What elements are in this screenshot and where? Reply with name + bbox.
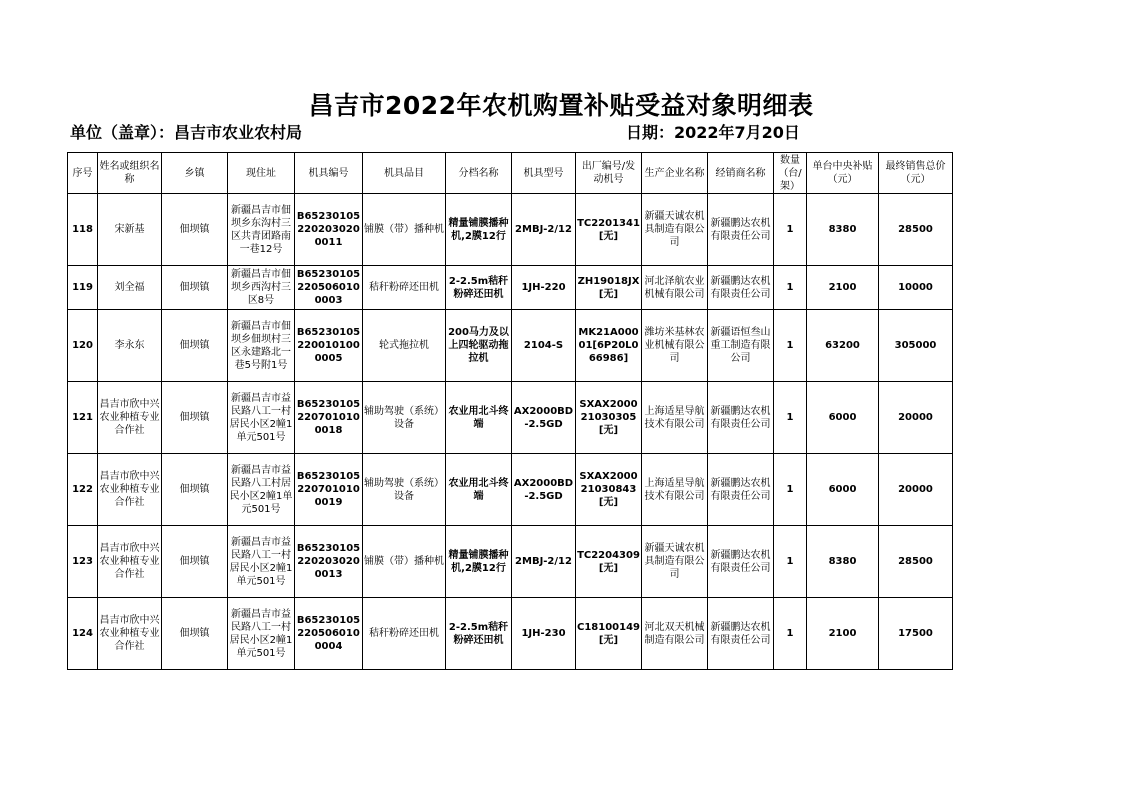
row-qty: 1: [774, 382, 807, 454]
row-price: 20000: [879, 454, 953, 526]
row-dealer: 新疆鹏达农机有限责任公司: [708, 454, 774, 526]
row-machine-no: B652301052202030200011: [295, 194, 363, 266]
row-category: 轮式拖拉机: [363, 310, 446, 382]
row-qty: 1: [774, 266, 807, 310]
header-model: 机具型号: [512, 153, 576, 194]
row-grade: 2-2.5m秸秆粉碎还田机: [446, 598, 512, 670]
header-subsidy: 单台中央补贴（元）: [807, 153, 879, 194]
row-machine-no: B652301052207010100018: [295, 382, 363, 454]
date-label: 日期：2022年7月20日: [626, 123, 800, 142]
row-town: 佃坝镇: [162, 310, 228, 382]
row-no: 119: [68, 266, 98, 310]
table-row: [68, 266, 953, 310]
row-model: 1JH-230: [512, 598, 576, 670]
row-model: AX2000BD-2.5GD: [512, 382, 576, 454]
row-model: AX2000BD-2.5GD: [512, 454, 576, 526]
row-price: 28500: [879, 194, 953, 266]
row-no: 118: [68, 194, 98, 266]
row-dealer: 新疆鹏达农机有限责任公司: [708, 382, 774, 454]
header-grade: 分档名称: [446, 153, 512, 194]
row-no: 123: [68, 526, 98, 598]
header-category: 机具品目: [363, 153, 446, 194]
row-serial: TC2204309[无]: [576, 526, 642, 598]
row-town: 佃坝镇: [162, 194, 228, 266]
row-serial: SXAX200021030843[无]: [576, 454, 642, 526]
row-dealer: 新疆鹏达农机有限责任公司: [708, 194, 774, 266]
header-no: 序号: [68, 153, 98, 194]
table-row: [68, 454, 953, 526]
row-address: 新疆昌吉市益民路八工一村居民小区2幢1单元501号: [228, 526, 295, 598]
row-subsidy: 2100: [807, 266, 879, 310]
row-serial: ZH19018JX[无]: [576, 266, 642, 310]
row-machine-no: B652301052207010100019: [295, 454, 363, 526]
row-address: 新疆昌吉市佃坝乡佃坝村三区永建路北一巷5号附1号: [228, 310, 295, 382]
row-address: 新疆昌吉市益民路八工一村居民小区2幢1单元501号: [228, 598, 295, 670]
row-machine-no: B652301052205060100004: [295, 598, 363, 670]
row-maker: 新疆天诚农机具制造有限公司: [642, 526, 708, 598]
row-grade: 200马力及以上四轮驱动拖拉机: [446, 310, 512, 382]
row-maker: 河北双天机械制造有限公司: [642, 598, 708, 670]
row-town: 佃坝镇: [162, 526, 228, 598]
row-qty: 1: [774, 194, 807, 266]
header-address: 现住址: [228, 153, 295, 194]
row-no: 122: [68, 454, 98, 526]
row-address: 新疆昌吉市佃坝乡东沟村三区共青团路南一巷12号: [228, 194, 295, 266]
header-maker: 生产企业名称: [642, 153, 708, 194]
row-maker: 河北泽航农业机械有限公司: [642, 266, 708, 310]
row-model: 2MBJ-2/12: [512, 526, 576, 598]
row-grade: 2-2.5m秸秆粉碎还田机: [446, 266, 512, 310]
row-serial: MK21A00001[6P20L066986]: [576, 310, 642, 382]
row-grade: 农业用北斗终端: [446, 454, 512, 526]
row-address: 新疆昌吉市益民路八工一村居民小区2幢1单元501号: [228, 382, 295, 454]
row-grade: 精量铺膜播种机,2膜12行: [446, 526, 512, 598]
row-machine-no: B652301052200101000005: [295, 310, 363, 382]
header-town: 乡镇: [162, 153, 228, 194]
table-row: [68, 382, 953, 454]
table-row: [68, 194, 953, 266]
row-serial: TC2201341[无]: [576, 194, 642, 266]
row-name: 宋新基: [98, 194, 162, 266]
row-maker: 上海适星导航技术有限公司: [642, 454, 708, 526]
row-address: 新疆昌吉市益民路八工村居民小区2幢1单元501号: [228, 454, 295, 526]
row-town: 佃坝镇: [162, 382, 228, 454]
row-name: 李永东: [98, 310, 162, 382]
row-grade: 精量铺膜播种机,2膜12行: [446, 194, 512, 266]
row-town: 佃坝镇: [162, 598, 228, 670]
row-subsidy: 8380: [807, 526, 879, 598]
row-model: 1JH-220: [512, 266, 576, 310]
page-title: 昌吉市2022年农机购置补贴受益对象明细表: [308, 91, 814, 120]
row-machine-no: B652301052205060100003: [295, 266, 363, 310]
row-maker: 上海适星导航技术有限公司: [642, 382, 708, 454]
header-name: 姓名或组织名称: [98, 153, 162, 194]
row-dealer: 新疆语恒叁山重工制造有限公司: [708, 310, 774, 382]
row-name: 昌吉市欣中兴农业种植专业合作社: [98, 454, 162, 526]
row-price: 305000: [879, 310, 953, 382]
table-row: [68, 310, 953, 382]
row-name: 昌吉市欣中兴农业种植专业合作社: [98, 526, 162, 598]
row-model: 2MBJ-2/12: [512, 194, 576, 266]
row-subsidy: 2100: [807, 598, 879, 670]
row-category: 辅助驾驶（系统）设备: [363, 382, 446, 454]
row-price: 17500: [879, 598, 953, 670]
row-name: 昌吉市欣中兴农业种植专业合作社: [98, 598, 162, 670]
row-town: 佃坝镇: [162, 266, 228, 310]
header-machine-no: 机具编号: [295, 153, 363, 194]
row-qty: 1: [774, 310, 807, 382]
row-category: 秸秆粉碎还田机: [363, 598, 446, 670]
row-subsidy: 63200: [807, 310, 879, 382]
table-row: [68, 598, 953, 670]
row-qty: 1: [774, 454, 807, 526]
row-no: 121: [68, 382, 98, 454]
row-maker: 新疆天诚农机具制造有限公司: [642, 194, 708, 266]
row-dealer: 新疆鹏达农机有限责任公司: [708, 266, 774, 310]
row-grade: 农业用北斗终端: [446, 382, 512, 454]
header-qty: 数量（台/架）: [774, 153, 807, 194]
header-row: [68, 153, 953, 194]
row-subsidy: 8380: [807, 194, 879, 266]
row-subsidy: 6000: [807, 382, 879, 454]
row-name: 刘全福: [98, 266, 162, 310]
row-address: 新疆昌吉市佃坝乡西沟村三区8号: [228, 266, 295, 310]
row-serial: C18100149[无]: [576, 598, 642, 670]
subsidy-table: [67, 152, 953, 670]
row-name: 昌吉市欣中兴农业种植专业合作社: [98, 382, 162, 454]
row-category: 铺膜（带）播种机: [363, 194, 446, 266]
row-town: 佃坝镇: [162, 454, 228, 526]
row-no: 120: [68, 310, 98, 382]
row-qty: 1: [774, 526, 807, 598]
row-category: 秸秆粉碎还田机: [363, 266, 446, 310]
row-model: 2104-S: [512, 310, 576, 382]
row-price: 28500: [879, 526, 953, 598]
row-subsidy: 6000: [807, 454, 879, 526]
row-category: 铺膜（带）播种机: [363, 526, 446, 598]
row-dealer: 新疆鹏达农机有限责任公司: [708, 598, 774, 670]
row-price: 20000: [879, 382, 953, 454]
row-price: 10000: [879, 266, 953, 310]
header-serial: 出厂编号/发动机号: [576, 153, 642, 194]
row-qty: 1: [774, 598, 807, 670]
row-maker: 潍坊米基林农业机械有限公司: [642, 310, 708, 382]
table-row: [68, 526, 953, 598]
row-machine-no: B652301052202030200013: [295, 526, 363, 598]
unit-label: 单位（盖章）：昌吉市农业农村局: [70, 123, 303, 142]
row-no: 124: [68, 598, 98, 670]
row-dealer: 新疆鹏达农机有限责任公司: [708, 526, 774, 598]
header-price: 最终销售总价（元）: [879, 153, 953, 194]
row-category: 辅助驾驶（系统）设备: [363, 454, 446, 526]
row-serial: SXAX200021030305[无]: [576, 382, 642, 454]
header-dealer: 经销商名称: [708, 153, 774, 194]
